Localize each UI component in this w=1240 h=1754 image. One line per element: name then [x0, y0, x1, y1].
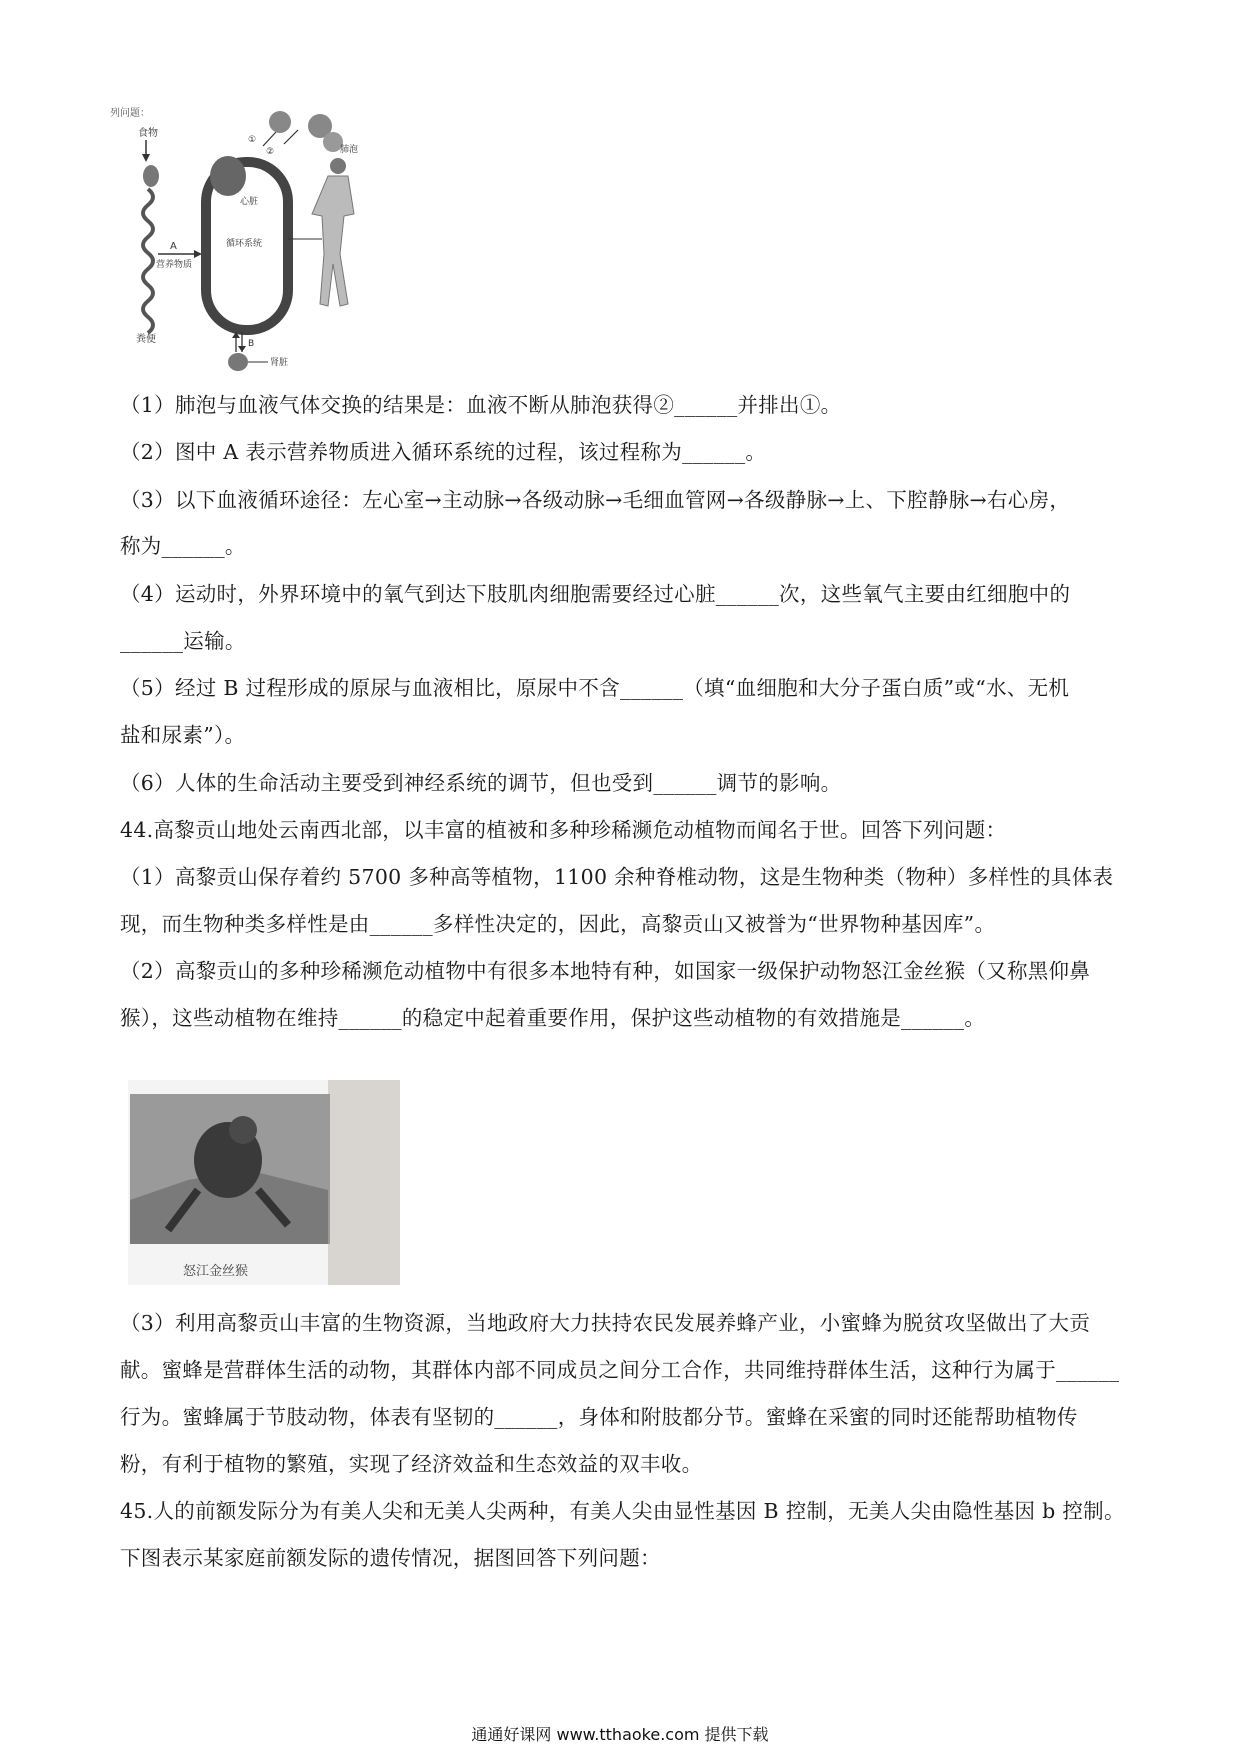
- q44-line-3: 现，而生物种类多样性是由______多样性决定的，因此，高黎贡山又被誉为“世界物种基因库”。: [120, 912, 996, 936]
- page-footer: 通通好课网 www.tthaoke.com 提供下载: [471, 1725, 769, 1744]
- kidney-label: 肾脏: [270, 358, 289, 368]
- arrow-b-label: B: [248, 339, 255, 349]
- nutrients-label: 营养物质: [156, 260, 193, 270]
- alveoli-label: 肺泡: [340, 145, 359, 155]
- q44-line-6: （3）利用高黎贡山丰富的生物资源，当地政府大力扶持农民发展养蜂产业，小蜜蜂为脱贫攻坚做出了大贡: [120, 1311, 1091, 1335]
- food-label: 食物: [138, 128, 158, 139]
- q44-line-2: （1）高黎贡山保存着约 5700 多种高等植物，1100 余种脊椎动物，这是生物种类（物种）多样性的具体表: [120, 865, 1114, 889]
- q43-line-3: （3）以下血液循环途径：左心室→主动脉→各级动脉→毛细血管网→各级静脉→上、下腔静脉→右心房，: [120, 488, 1071, 512]
- kidney-shape: [228, 353, 248, 371]
- feces-label: 粪便: [136, 334, 156, 345]
- q45-line-2: 下图表示某家庭前额发际的遗传情况，据图回答下列问题：: [120, 1546, 661, 1570]
- q43-line-1: （1）肺泡与血液气体交换的结果是：血液不断从肺泡获得②______并排出①。: [120, 393, 842, 417]
- q43-line-9: （6）人体的生命活动主要受到神经系统的调节，但也受到______调节的影响。: [120, 771, 842, 795]
- q43-line-5: （4）运动时，外界环境中的氧气到达下肢肌肉细胞需要经过心脏______次，这些氧气主要由红细胞中的: [120, 582, 1071, 606]
- q44-line-4: （2）高黎贡山的多种珍稀濒危动植物中有很多本地特有种，如国家一级保护动物怒江金丝猴（又称黑仰鼻: [120, 959, 1091, 983]
- monkey-photo: [128, 1080, 400, 1285]
- arrow-a-label: A: [170, 241, 177, 252]
- heart-label: 心脏: [240, 197, 259, 207]
- heart-shape: [210, 156, 246, 196]
- q44-line-7: 献。蜜蜂是营群体生活的动物，其群体内部不同成员之间分工合作，共同维持群体生活，这种行为属于______: [120, 1358, 1120, 1382]
- q43-line-8: 盐和尿素”）。: [120, 723, 246, 747]
- q43-line-6: ______运输。: [120, 629, 246, 653]
- q43-line-2: （2）图中 A 表示营养物质进入循环系统的过程，该过程称为______。: [120, 440, 767, 464]
- mark-1: ①: [248, 135, 257, 145]
- q44-line-8: 行为。蜜蜂属于节肢动物，体表有坚韧的______，身体和附肢都分节。蜜蜂在采蜜的同时还能帮助植物传: [120, 1405, 1078, 1429]
- q44-line-1: 44.高黎贡山地处云南西北部，以丰富的植被和多种珍稀濒危动植物而闻名于世。回答下列问题：: [120, 818, 1007, 842]
- q43-line-7: （5）经过 B 过程形成的原尿与血液相比，原尿中不含______（填“血细胞和大分子蛋白质”或“水、无机: [120, 676, 1070, 700]
- mark-2: ②: [266, 147, 275, 157]
- figure-caption-fragment: 列问题：: [110, 108, 150, 119]
- photo-caption: 怒江金丝猴: [183, 1264, 249, 1279]
- circulation-label: 循环系统: [226, 239, 263, 249]
- q44-line-5: 猴），这些动植物在维持______的稳定中起着重要作用，保护这些动植物的有效措施是______。: [120, 1006, 986, 1030]
- q43-line-4: 称为______。: [120, 534, 246, 558]
- circulation-diagram: [108, 104, 438, 374]
- q44-line-9: 粉，有利于植物的繁殖，实现了经济效益和生态效益的双丰收。: [120, 1452, 703, 1476]
- q45-line-1: 45.人的前额发际分为有美人尖和无美人尖两种，有美人尖由显性基因 B 控制，无美人尖由隐性基因 b 控制。: [120, 1499, 1125, 1523]
